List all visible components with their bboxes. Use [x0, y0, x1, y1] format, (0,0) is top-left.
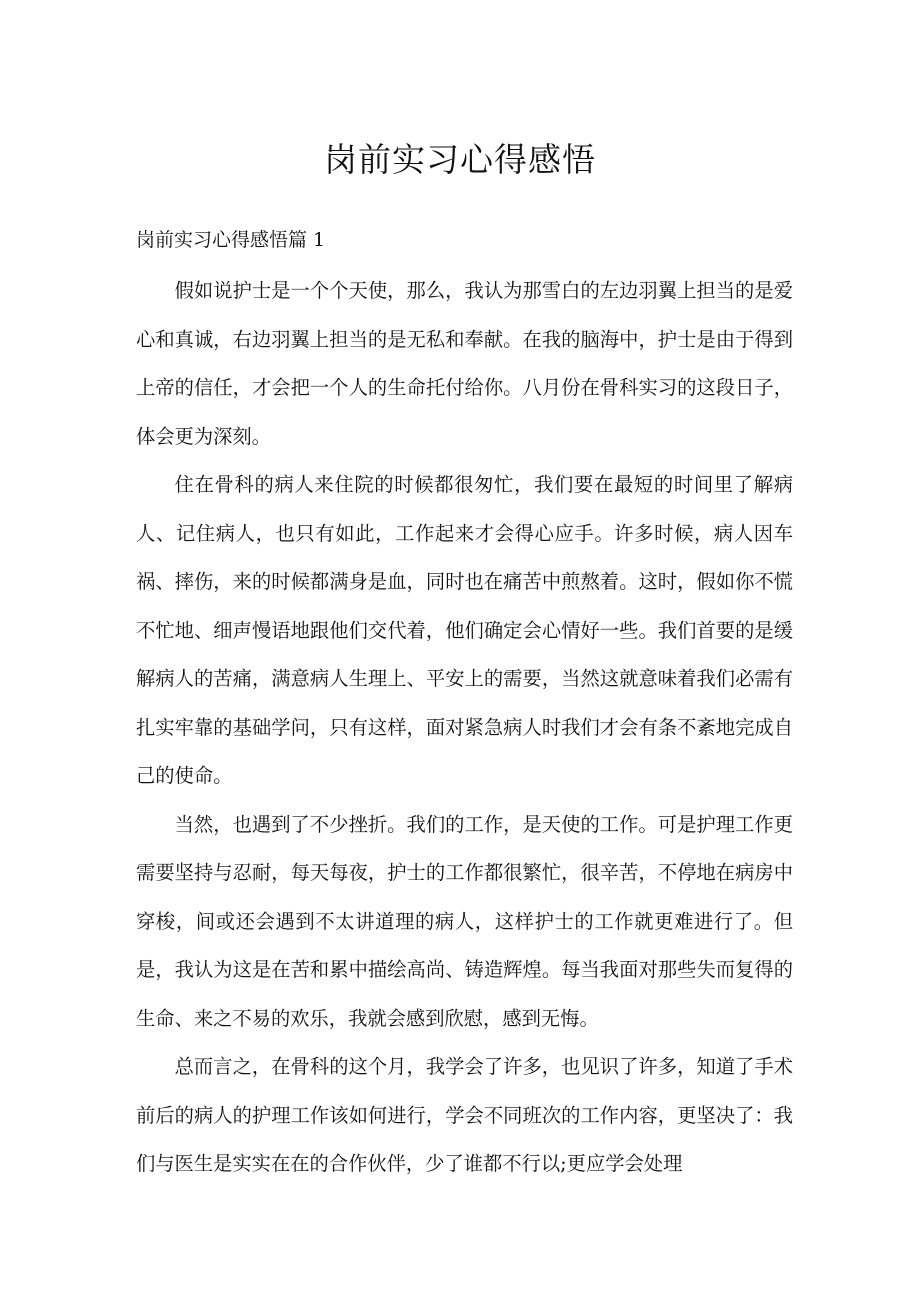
paragraph: 当然，也遇到了不少挫折。我们的工作，是天使的工作。可是护理工作更需要坚持与忍耐，每天每夜，护士的工作都很繁忙，很辛苦，不停地在病房中穿梭，间或还会遇到不太讲道理的病人，这样护士的工作就更难进行了。但是，我认为这是在苦和累中描绘高尚、铸造辉煌。每当我面对那些失而复得的生命、来之不易的欢乐，我就会感到欣慰，感到无悔。 [136, 812, 793, 1030]
document-body [136, 267, 793, 1189]
paragraph: 总而言之，在骨科的这个月，我学会了许多，也见识了许多，知道了手术前后的病人的护理工作该如何进行，学会不同班次的工作内容，更坚决了：我们与医生是实实在在的合作伙伴，少了谁都不行以;更应学会处理 [136, 1055, 793, 1175]
section-heading: 岗前实习心得感悟篇 1 [136, 229, 326, 251]
document-title: 岗前实习心得感悟 [324, 140, 596, 179]
paragraph: 住在骨科的病人来住院的时候都很匆忙，我们要在最短的时间里了解病人、记住病人，也只有如此，工作起来才会得心应手。许多时候，病人因车祸、摔伤，来的时候都满身是血，同时也在痛苦中煎熬着。这时，假如你不慌不忙地、细声慢语地跟他们交代着，他们确定会心情好一些。我们首要的是缓解病人的苦痛，满意病人生理上、平安上的需要，当然这就意味着我们必需有扎实牢靠的基础学问，只有这样，面对紧急病人时我们才会有条不紊地完成自己的使命。 [136, 473, 793, 787]
paragraph: 假如说护士是一个个天使，那么，我认为那雪白的左边羽翼上担当的是爱心和真诚，右边羽翼上担当的是无私和奉献。在我的脑海中，护士是由于得到上帝的信任，才会把一个人的生命托付给你。八月份在骨科实习的这段日子，体会更为深刻。 [136, 279, 793, 448]
